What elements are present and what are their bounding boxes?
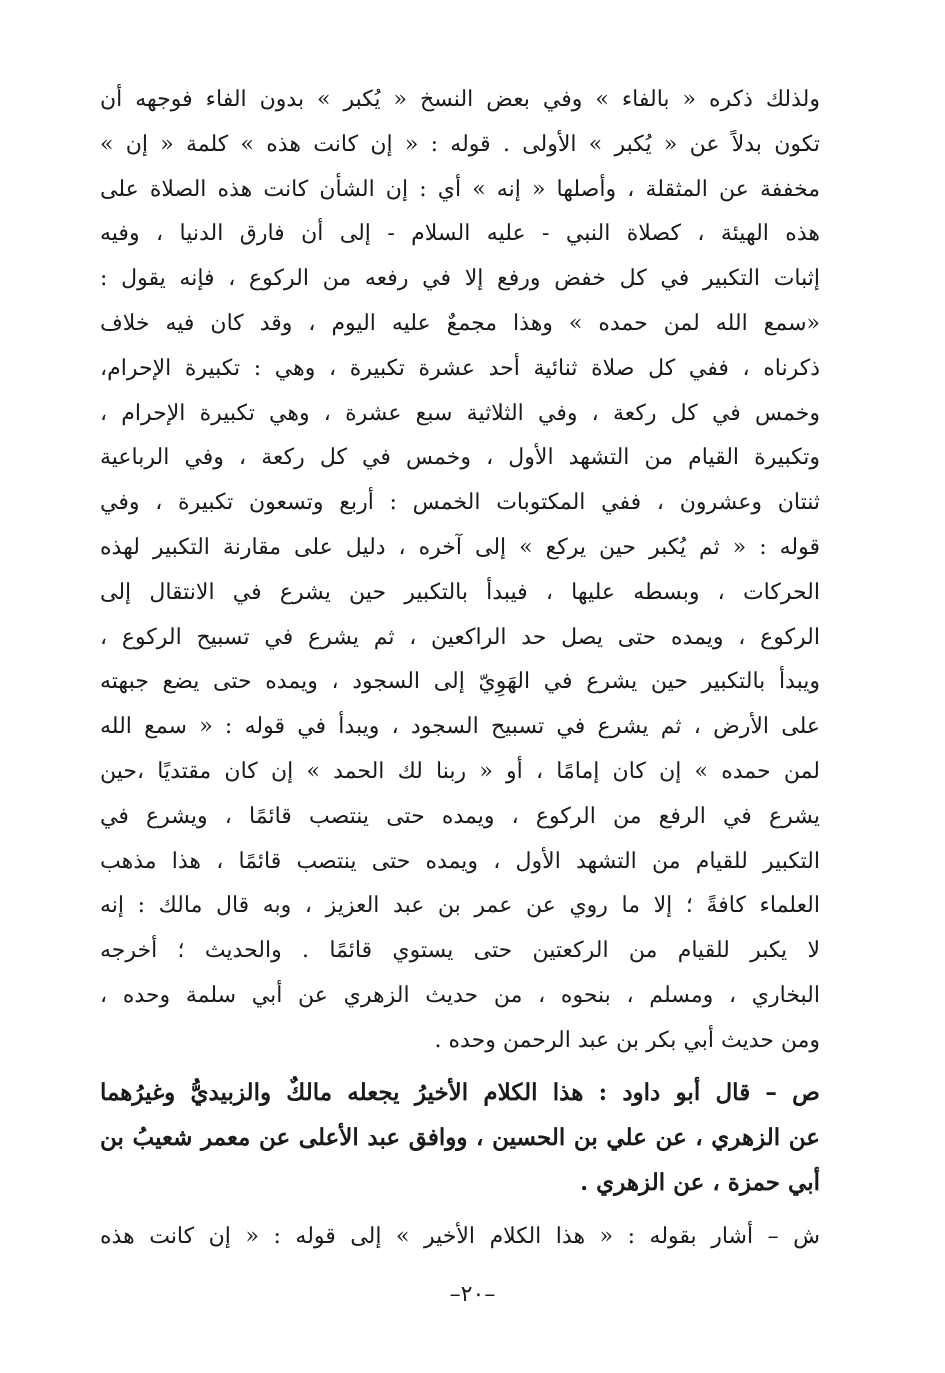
spacer: [100, 1205, 820, 1215]
commentary-line: مخففة عن المثقلة ، وأصلها « إنه » أي : إن الشأن كانت هذه الصلاة على: [100, 176, 820, 202]
commentary-line: ويبدأ بالتكبير حين يشرع في الهَوِيّ إلى السجود ، ويمده حتى يضع جبهته: [100, 669, 820, 695]
page-body: [100, 78, 820, 1259]
commentary-line: قوله : « ثم يُكبر حين يركع » إلى آخره ، دليل على مقارنة التكبير لهذه: [100, 534, 820, 560]
commentary-line: تكون بدلاً عن « يُكبر » الأولى . قوله : « إن كانت هذه » كلمة « إن »: [100, 131, 820, 157]
commentary-line: التكبير للقيام من التشهد الأول ، ويمده حتى ينتصب قائمًا ، هذا مذهب: [100, 848, 820, 874]
text-line: ص – قال أبو داود : هذا الكلام الأخيرُ يجعله مالكٌ والزبيديُّ وغيرُهما: [100, 1078, 820, 1106]
commentary-line: لمن حمده » إن كان إمامًا ، أو « ربنا لك الحمد » إن كان مقتديًا ،حين: [100, 758, 820, 784]
commentary-line: «سمع الله لمن حمده » وهذا مجمعٌ عليه اليوم ، وقد كان فيه خلاف: [100, 310, 820, 336]
commentary-line: البخاري ، ومسلم ، بنحوه ، من حديث الزهري عن أبي سلمة وحده ،: [100, 982, 820, 1008]
final-commentary-line: ش – أشار بقوله : « هذا الكلام الأخير » إلى قوله : « إن كانت هذه: [100, 1223, 820, 1249]
text-block: [100, 1070, 820, 1205]
commentary-line: ومن حديث أبي بكر بن عبد الرحمن وحده .: [434, 1027, 820, 1053]
commentary-line: يشرع في الرفع من الركوع ، ويمده حتى ينتصب قائمًا ، ويشرع في: [100, 803, 820, 829]
commentary-line: العلماء كافةً ؛ إلا ما روي عن عمر بن عبد العزيز ، وبه قال مالك : إنه: [100, 893, 820, 919]
commentary-line: لا يكبر للقيام من الركعتين حتى يستوي قائمًا . والحديث ؛ أخرجه: [100, 938, 820, 964]
commentary-line: وخمس في كل ركعة ، وفي الثلاثية سبع عشرة ، وهي تكبيرة الإحرام ،: [100, 400, 820, 426]
commentary-block: [100, 78, 820, 1064]
page-number: –٢٠–: [449, 1282, 496, 1307]
text-line: عن الزهري ، عن علي بن الحسين ، ووافق عبد الأعلى عن معمر شعيبُ بن: [100, 1123, 820, 1151]
commentary-line: ثنتان وعشرون ، ففي المكتوبات الخمس : أربع وتسعون تكبيرة ، وفي: [100, 490, 820, 516]
commentary-line: وتكبيرة القيام من التشهد الأول ، وخمس في كل ركعة ، وفي الرباعية: [100, 445, 820, 471]
commentary-line: الركوع ، ويمده حتى يصل حد الراكعين ، ثم يشرع في تسبيح الركوع ،: [100, 624, 820, 650]
commentary-line: هذه الهيئة ، كصلاة النبي - عليه السلام - إلى أن فارق الدنيا ، وفيه: [100, 221, 820, 247]
commentary-line: إثبات التكبير في كل خفض ورفع إلا في رفعه من الركوع ، فإنه يقول :: [100, 266, 820, 292]
commentary-line: ذكرناه ، ففي كل صلاة ثنائية أحد عشرة تكبيرة ، وهي : تكبيرة الإحرام،: [100, 355, 820, 381]
text-line: أبي حمزة ، عن الزهري .: [580, 1168, 820, 1196]
commentary-line: على الأرض ، ثم يشرع في تسبيح السجود ، ويبدأ في قوله : « سمع الله: [100, 714, 820, 740]
commentary-line: ولذلك ذكره « بالفاء » وفي بعض النسخ « يُكبر » بدون الفاء فوجهه أن: [100, 87, 820, 112]
commentary-line: الحركات ، وبسطه عليها ، فيبدأ بالتكبير حين يشرع في الانتقال إلى: [100, 579, 820, 605]
